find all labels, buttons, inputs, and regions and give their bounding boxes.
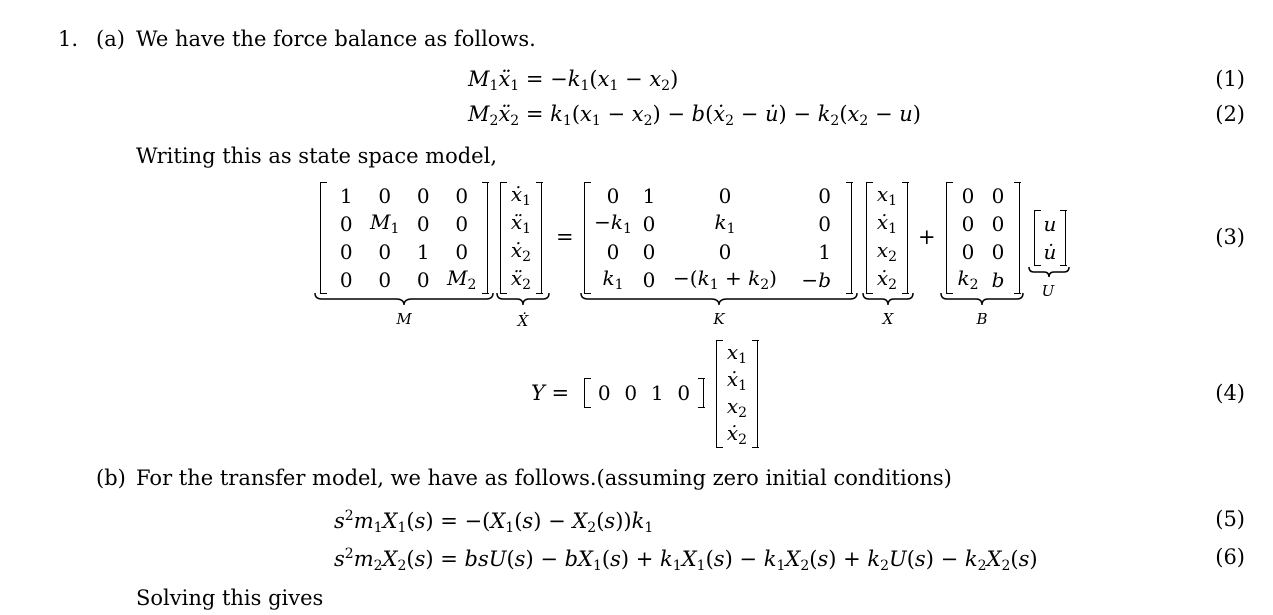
equation-5: $s^2m_1X_1(s) = -(X_1(s) - X_2(s))k_1$ [334,508,654,536]
output-state-vector: $x_1$ ẋ$_1$ $x_2$ ẋ$_2$ [716,340,758,448]
equation-1: $M_1ẍ_1 = -k_1(x_1 - x_2)$ [468,67,679,94]
output-row-vector: 0 0 1 0 [584,378,704,408]
part-b-label: (b) [96,466,126,490]
state-space-intro: Writing this as state space model, [136,144,497,168]
part-b-intro: For the transfer model, we have as follows.(assuming zero initial conditions) [136,466,952,490]
brace-label-x: X [882,310,894,328]
vector-x: $x_1$ ẋ$_1$ $x_2$ ẋ$_2$ [866,182,908,294]
matrix-m: 1 0 0 0 0 $M_1$ 0 0 0 0 1 0 0 0 0 $M_2$ [320,182,488,294]
brace-label-k: K [713,310,725,328]
brace-label-m: M [396,310,412,328]
equation-4-number: (4) [1215,381,1245,405]
equation-5-number: (5) [1215,507,1245,531]
brace-label-xdot: Ẋ [517,312,529,330]
equation-2: $M_2ẍ_2 = k_1(x_1 - x_2)$ − b(ẋ$_2$ − u̇) − $k_2(x_2 - u)$ [468,102,921,129]
vector-u: u u̇ [1034,210,1066,266]
brace-m [314,292,494,306]
item-number: 1. [58,27,79,51]
equation-6: $s^2m_2X_2(s) = bsU(s) - bX_1(s) + k_1X_1(s) - k_1X_2(s) + k_2U(s) - k_2X_2(s)$ [334,546,1038,574]
equation-2-number: (2) [1215,102,1245,126]
brace-x [862,292,914,306]
vector-xdot: ẋ$_1$ ẍ$_1$ ẋ$_2$ ẍ$_2$ [500,182,542,294]
equation-1-number: (1) [1215,67,1245,91]
matrix-k: 0 1 0 0 $-k_1$ 0 $k_1$ 0 0 0 0 1 $k_1$ 0 $-(k_1 + k_2)$ −b [584,182,852,294]
part-a-label: (a) [96,27,125,51]
matrix-b: 0 0 0 0 0 0 $k_2$ b [946,182,1020,294]
brace-label-u: U [1041,282,1055,300]
brace-xdot [496,292,550,306]
brace-label-b: B [976,310,988,328]
brace-b [940,292,1024,306]
solving-text: Solving this gives [136,586,324,610]
brace-u [1028,266,1070,278]
brace-k [580,292,858,306]
equation-6-number: (6) [1215,545,1245,569]
part-a-intro: We have the force balance as follows. [136,27,536,51]
equation-3-number: (3) [1215,225,1245,249]
